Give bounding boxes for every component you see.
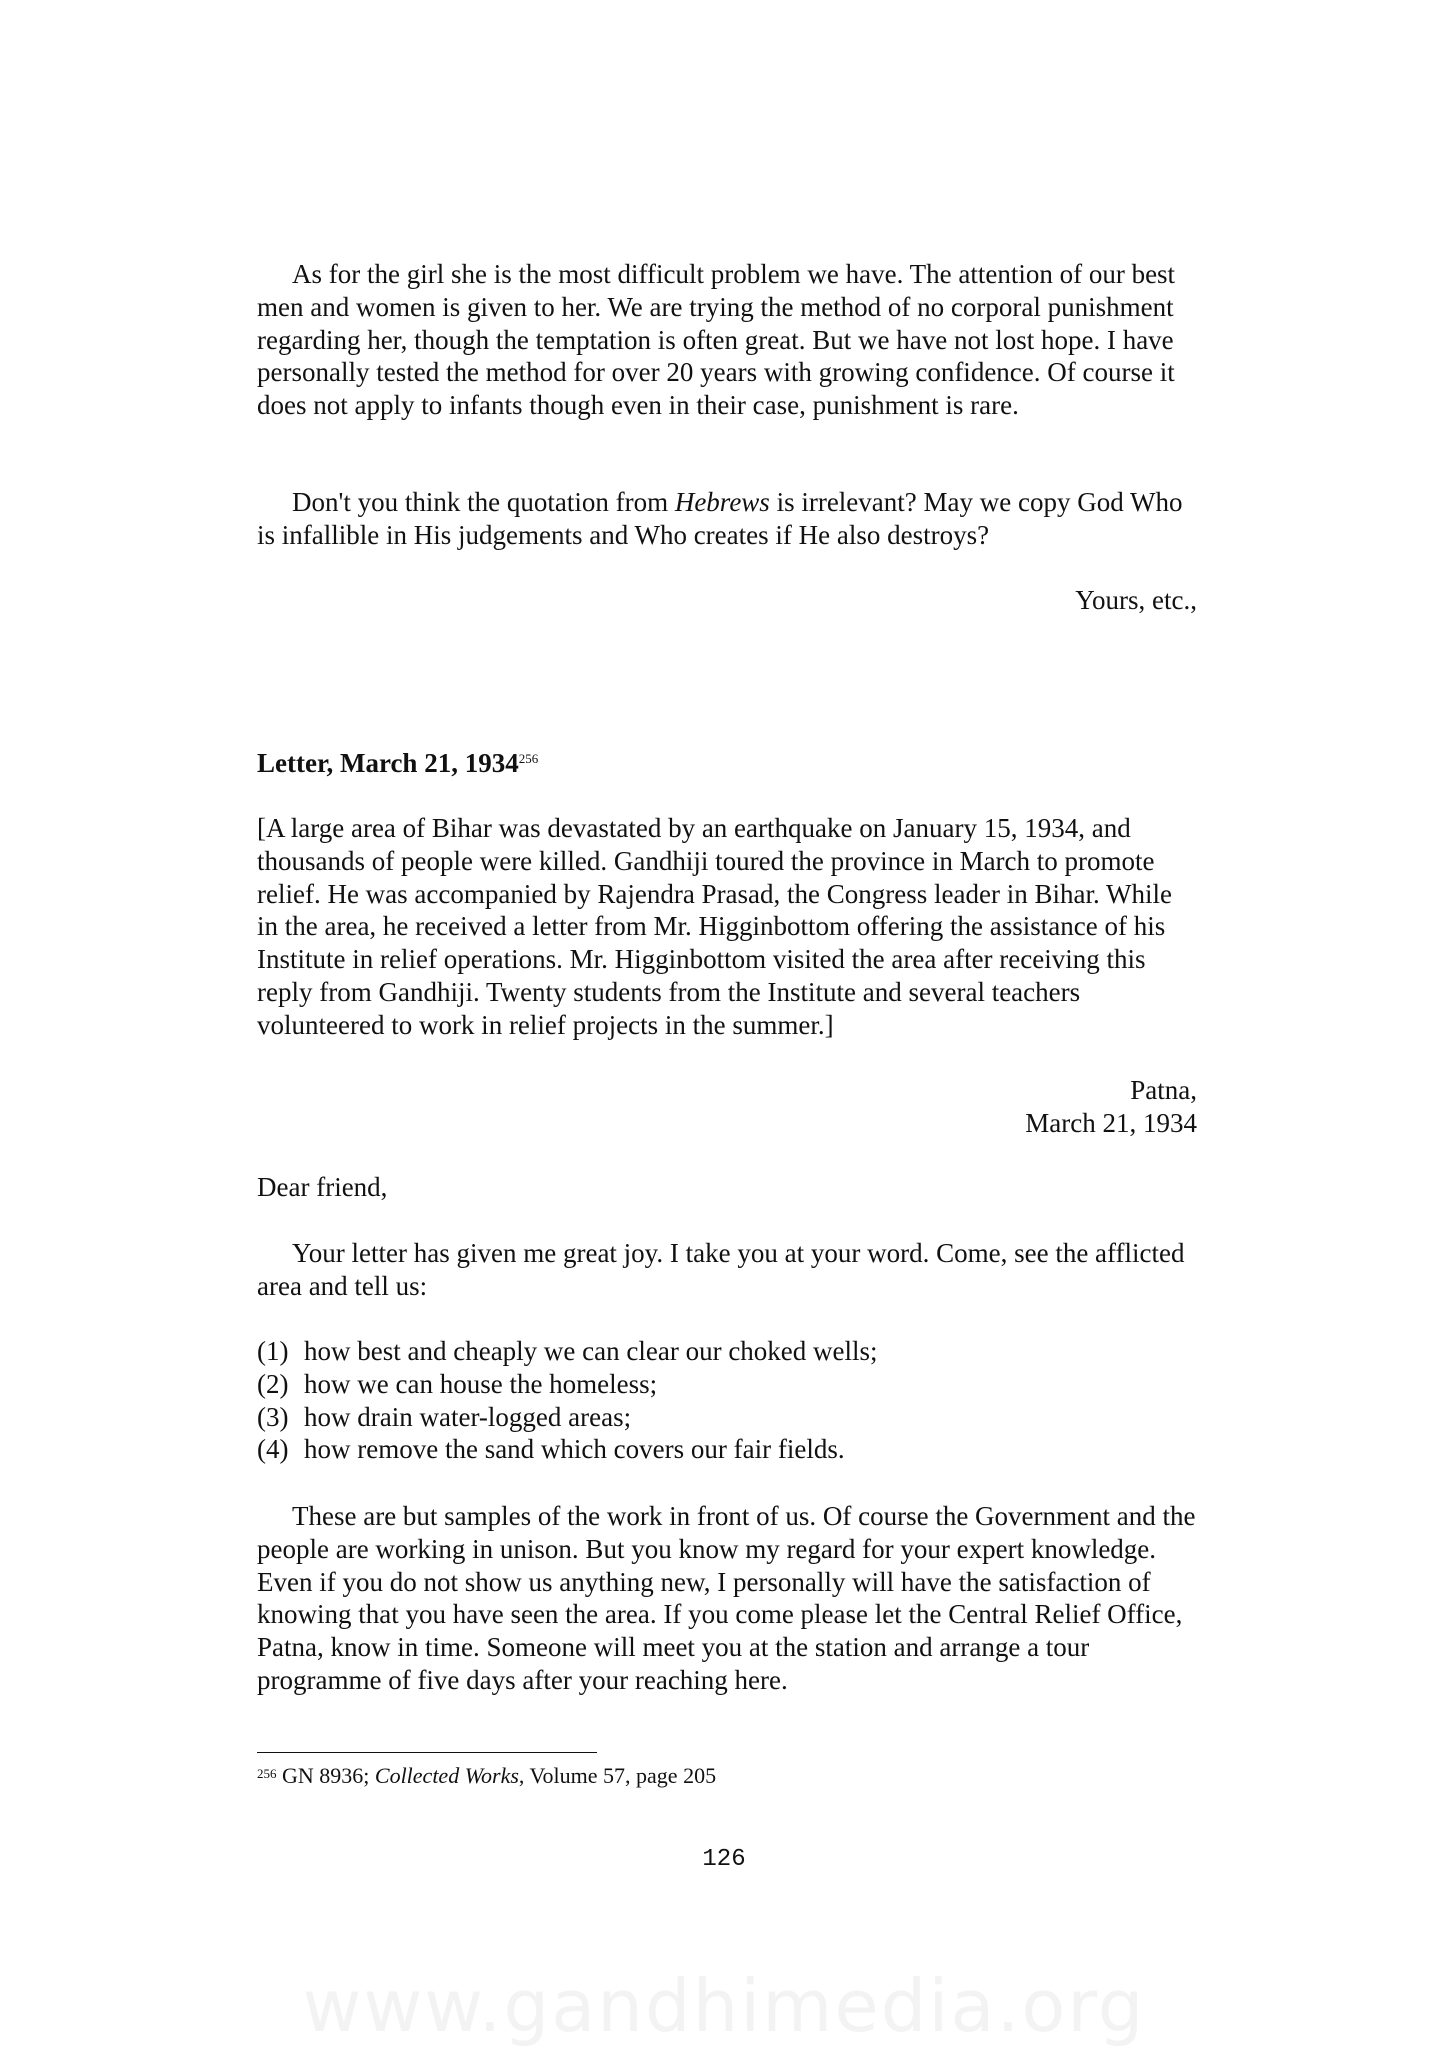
list-number: (1) <box>257 1336 289 1366</box>
list-text: how best and cheaply we can clear our choked wells; <box>304 1336 878 1366</box>
footnote-divider <box>257 1752 597 1753</box>
paragraph-your-letter: Your letter has given me great joy. I take you at your word. Come, see the afflicted area and tell us: <box>257 1238 1185 1301</box>
list-item <box>257 1368 1197 1401</box>
watermark: www.gandhimedia.org <box>302 1964 1146 2048</box>
letter-heading <box>257 747 1197 780</box>
letter-closing: Yours, etc., <box>1075 585 1197 615</box>
paragraph-text-part: is irrelevant? May we copy God Who is infallible in His judgements and Who creates if He also destroys? <box>257 487 1183 550</box>
letter-place: Patna, <box>1130 1075 1197 1105</box>
list-number: (2) <box>257 1368 289 1399</box>
page-number: 126 <box>702 1846 746 1873</box>
paragraph-girl-problem: As for the girl she is the most difficult problem we have. The attention of our best men and women is given to her. We are trying the method of no corporal punishment regarding her, though the temptation is often great. But we have not lost hope. I have personally tested the method for over 20 years with growing confidence. Of course it does not apply to infants though even in their case, punishment is rare. <box>257 259 1176 421</box>
list-item <box>257 1335 1197 1368</box>
paragraph-hebrews-quotation <box>257 486 1197 552</box>
paragraph-samples-of-work: These are but samples of the work in front of us. Of course the Government and the people are working in unison. But you know my regard for your expert knowledge. Even if you do not show us anything new, I personally will have the satisfaction of knowing that you have seen the area. If you come please let the Central Relief Office, Patna, know in time. Someone will meet you at the station and arrange a tour programme of five days after your reaching here. <box>257 1501 1196 1695</box>
footnote-number: 256 <box>257 1766 277 1781</box>
footnote-text-part: GN 8936; <box>276 1763 375 1788</box>
footnote-book-title: Collected Works <box>374 1763 519 1788</box>
list-number: (4) <box>257 1434 289 1465</box>
list-number: (3) <box>257 1401 289 1432</box>
salutation: Dear friend, <box>257 1172 388 1202</box>
footnote-ref: 256 <box>518 751 539 766</box>
paragraph-text-part: Don't you think the quotation from <box>292 487 675 517</box>
list-text: how drain water-logged areas; <box>304 1401 632 1432</box>
footnote <box>257 1762 716 1790</box>
list-text: how remove the sand which covers our fair fields. <box>304 1434 845 1465</box>
letter-date: March 21, 1934 <box>1025 1107 1197 1138</box>
numbered-list <box>257 1335 1197 1466</box>
list-text: how we can house the homeless; <box>304 1368 658 1399</box>
editorial-introduction: [A large area of Bihar was devastated by an earthquake on January 15, 1934, and thousands of people were killed. Gandhiji toured the province in March to promote relief. He was accompanied by Rajendra Prasad, the Congress leader in Bihar. While in the area, he received a letter from Mr. Higginbottom offering the assistance of his Institute in relief operations. Mr. Higginbottom visited the area after receiving this reply from Gandhiji. Twenty students from the Institute and several teachers volunteered to work in relief projects in the summer.] <box>257 813 1172 1040</box>
list-item <box>257 1433 1197 1466</box>
list-item <box>257 1401 1197 1434</box>
footnote-text-part: , Volume 57, page 205 <box>518 1763 717 1788</box>
heading-text: Letter, March 21, 1934 <box>257 748 519 778</box>
letter-place-date <box>257 1074 1197 1140</box>
book-title-hebrews: Hebrews <box>674 487 770 517</box>
